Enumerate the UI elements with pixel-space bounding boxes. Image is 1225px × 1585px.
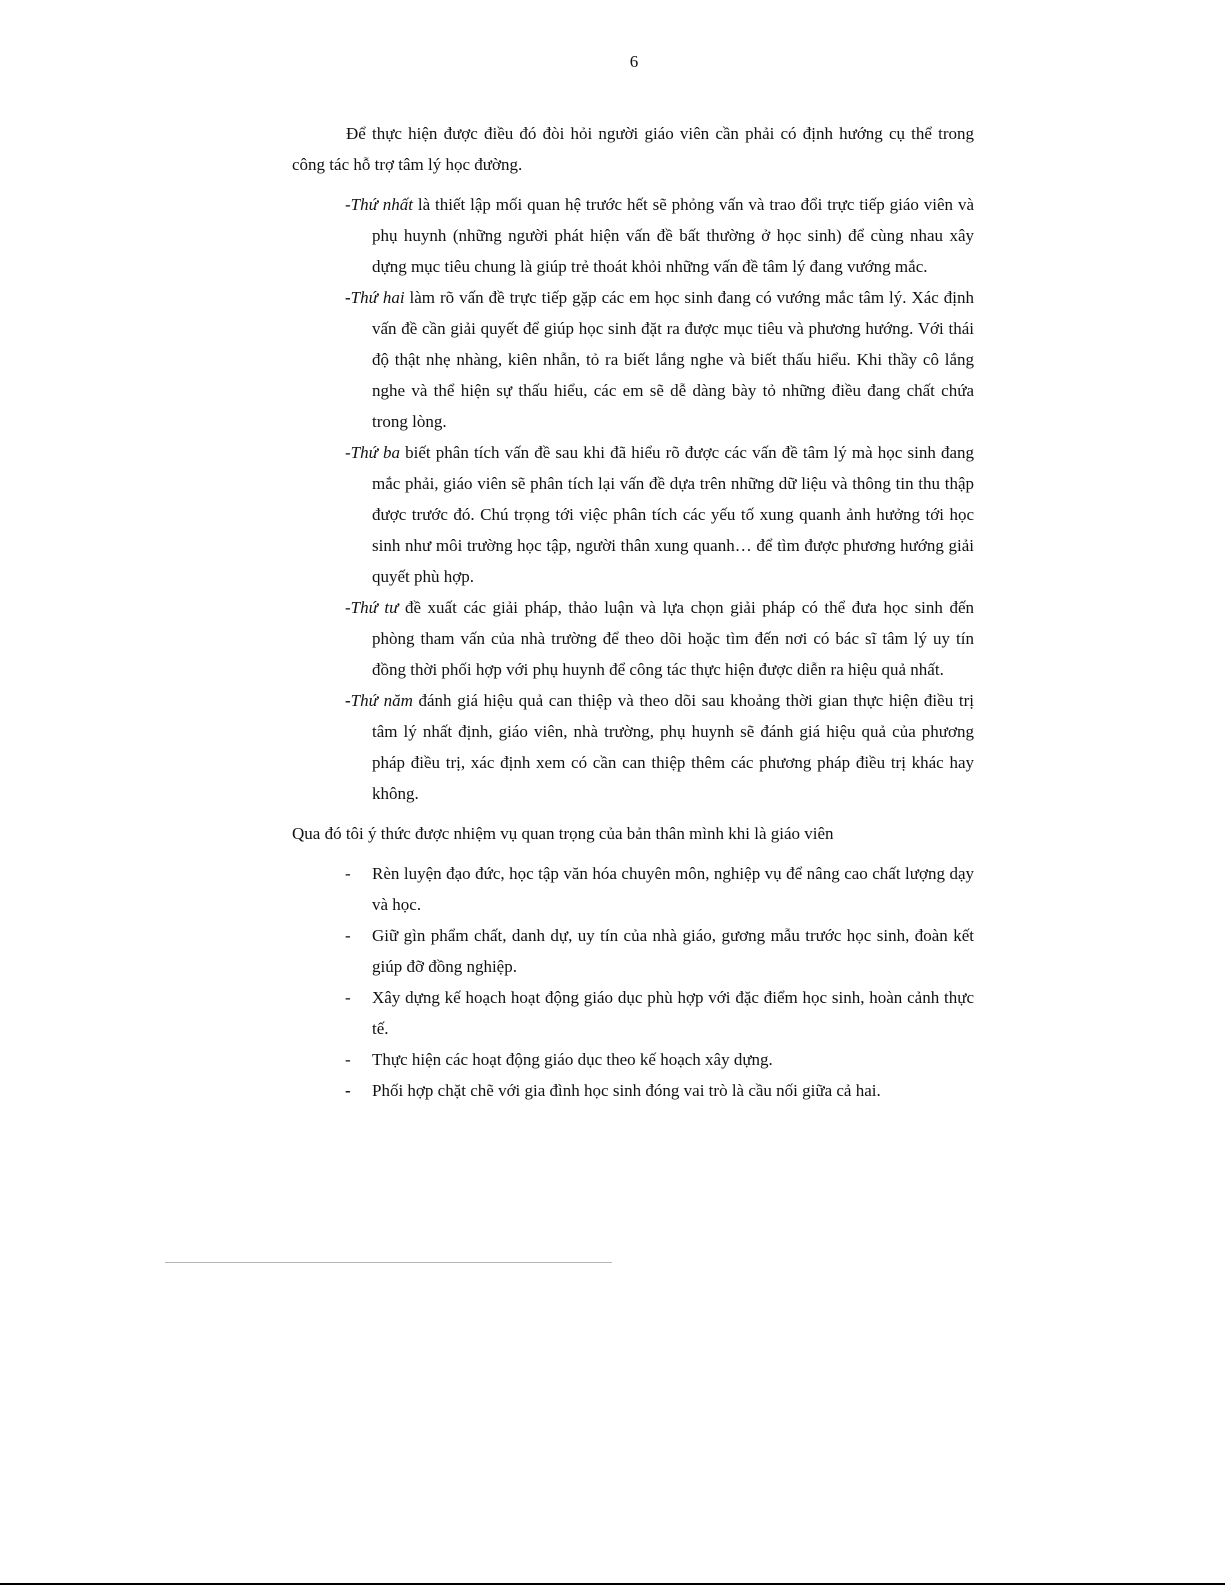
bullet-dash: - <box>345 1081 351 1100</box>
step-item <box>292 437 974 592</box>
duty-text: Rèn luyện đạo đức, học tập văn hóa chuyên môn, nghiệp vụ để nâng cao chất lượng dạy và học. <box>372 864 974 914</box>
step-text: là thiết lập mối quan hệ trước hết sẽ phỏng vấn và trao đổi trực tiếp giáo viên và phụ huynh (những người phát hiện vấn đề bất thường ở học sinh) để cùng nhau xây dựng mục tiêu chung là giúp trẻ thoát khỏi những vấn đề tâm lý đang vướng mắc. <box>372 195 974 276</box>
duty-item <box>292 920 974 982</box>
step-text: đề xuất các giải pháp, thảo luận và lựa chọn giải pháp có thể đưa học sinh đến phòng tham vấn của nhà trường để theo dõi hoặc tìm đến nơi có bác sĩ tâm lý uy tín đồng thời phối hợp với phụ huynh để công tác thực hiện được diễn ra hiệu quả nhất. <box>372 598 974 679</box>
bullet-dash: - <box>345 988 351 1007</box>
step-text: biết phân tích vấn đề sau khi đã hiểu rõ được các vấn đề tâm lý mà học sinh đang mắc phải, giáo viên sẽ phân tích lại vấn đề dựa trên những dữ liệu và thông tin thu thập được trước đó. Chú trọng tới việc phân tích các yếu tố xung quanh ảnh hưởng tới học sinh như môi trường học tập, người thân xung quanh… để tìm được phương hướng giải quyết phù hợp. <box>372 443 974 586</box>
intro-paragraph: Để thực hiện được điều đó đòi hỏi người giáo viên cần phải có định hướng cụ thể trong công tác hỗ trợ tâm lý học đường. <box>292 124 974 174</box>
step-text: đánh giá hiệu quả can thiệp và theo dõi sau khoảng thời gian thực hiện điều trị tâm lý nhất định, giáo viên, nhà trường, phụ huynh sẽ đánh giá hiệu quả của phương pháp điều trị, xác định xem có cần can thiệp thêm các phương pháp điều trị khác hay không. <box>372 691 974 803</box>
step-item <box>292 685 974 809</box>
bullet-dash: - <box>345 864 351 883</box>
summary-paragraph: Qua đó tôi ý thức được nhiệm vụ quan trọng của bản thân mình khi là giáo viên <box>292 824 834 843</box>
step-dash: - <box>345 691 351 710</box>
step-item <box>292 592 974 685</box>
bullet-dash: - <box>345 1050 351 1069</box>
duty-item <box>292 858 974 920</box>
step-lead: Thứ ba <box>350 443 401 462</box>
step-lead: Thứ hai <box>350 288 405 307</box>
duty-item <box>292 1044 974 1075</box>
footnote-separator <box>165 1262 612 1263</box>
duty-text: Giữ gìn phẩm chất, danh dự, uy tín của nhà giáo, gương mẫu trước học sinh, đoàn kết giúp đỡ đồng nghiệp. <box>372 926 974 976</box>
step-lead: Thứ tư <box>350 598 399 617</box>
step-dash: - <box>345 288 351 307</box>
step-text: làm rõ vấn đề trực tiếp gặp các em học sinh đang có vướng mắc tâm lý. Xác định vấn đề cần giải quyết để giúp học sinh đặt ra được mục tiêu và phương hướng. Với thái độ thật nhẹ nhàng, kiên nhẫn, tỏ ra biết lắng nghe và biết thấu hiểu. Khi thầy cô lắng nghe và thể hiện sự thấu hiểu, các em sẽ dễ dàng bày tỏ những điều đang chất chứa trong lòng. <box>372 288 974 431</box>
step-lead: Thứ năm <box>350 691 413 710</box>
step-item <box>292 282 974 437</box>
bullet-dash: - <box>345 926 351 945</box>
duty-text: Phối hợp chặt chẽ với gia đình học sinh đóng vai trò là cầu nối giữa cả hai. <box>372 1081 881 1100</box>
step-item <box>292 189 974 282</box>
document-body <box>292 118 974 1106</box>
step-dash: - <box>345 598 351 617</box>
duty-item <box>292 1075 974 1106</box>
page-number: 6 <box>629 52 639 71</box>
step-lead: Thứ nhất <box>350 195 413 214</box>
step-dash: - <box>345 443 351 462</box>
duty-text: Thực hiện các hoạt động giáo dục theo kế hoạch xây dựng. <box>372 1050 773 1069</box>
duty-item <box>292 982 974 1044</box>
duty-text: Xây dựng kế hoạch hoạt động giáo dục phù hợp với đặc điểm học sinh, hoàn cảnh thực tế. <box>372 988 974 1038</box>
step-dash: - <box>345 195 351 214</box>
